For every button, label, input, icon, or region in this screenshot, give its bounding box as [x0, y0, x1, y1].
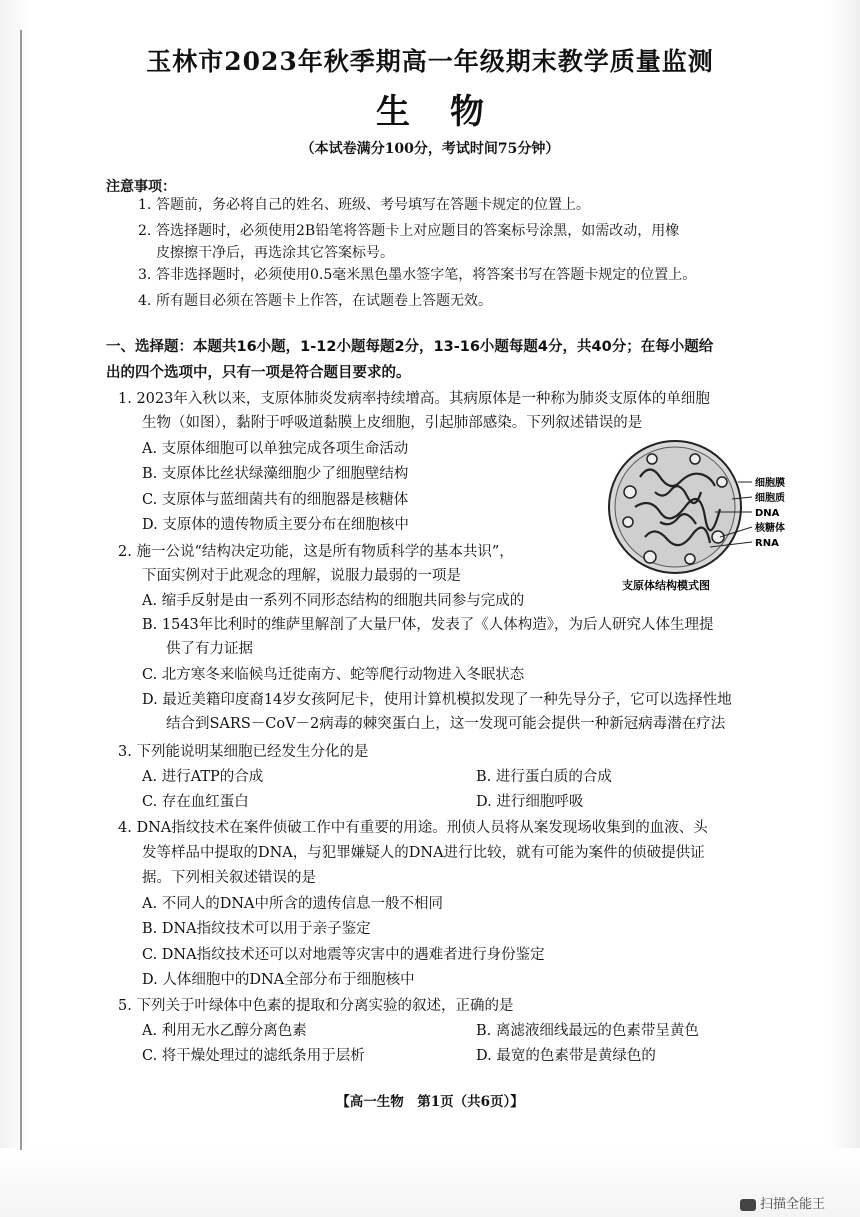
- ribosome: [647, 454, 657, 464]
- note-text: 答题前，务必将自己的姓名、班级、考号填写在答题卡规定的位置上。: [156, 197, 590, 213]
- question-3-option-c: C. 存在血红蛋白: [142, 794, 249, 810]
- question-5-option-b: B. 离滤液细线最远的色素带呈黄色: [476, 1023, 699, 1039]
- section-instructions: [106, 334, 806, 386]
- exam-subtitle: （本试卷满分100分，考试时间75分钟）: [300, 141, 560, 157]
- question-2-stem: 2. 施一公说“结构决定功能，这是所有物质科学的基本共识”，: [118, 544, 514, 560]
- section-line: 一、选择题：本题共16小题，1-12小题每题2分，13-16小题每题4分，共40分；在每小题给: [106, 339, 714, 355]
- scanner-watermark: [740, 1193, 860, 1217]
- question-3-option-a: A. 进行ATP的合成: [142, 769, 264, 785]
- note-text: 答选择题时，必须使用2B铅笔将答题卡上对应题目的答案标号涂黑，如需改动，用橡: [156, 223, 680, 239]
- note-number: 2.: [138, 223, 152, 239]
- note-number: 4.: [138, 293, 152, 309]
- question-5-option-d: D. 最宽的色素带是黄绿色的: [476, 1048, 656, 1064]
- question-1-option-b: B. 支原体比丝状绿藻细胞少了细胞壁结构: [142, 466, 409, 482]
- question-4-option-b: B. DNA指纹技术可以用于亲子鉴定: [142, 921, 371, 937]
- ribosome: [624, 486, 636, 498]
- section-line: 出的四个选项中，只有一项是符合题目要求的。: [106, 365, 411, 381]
- ribosome: [717, 477, 727, 487]
- figure-caption: 支原体结构模式图: [622, 579, 710, 592]
- question-1-option-c: C. 支原体与蓝细菌共有的细胞器是核糖体: [142, 492, 409, 508]
- ribosome: [623, 517, 633, 527]
- watermark-text: 扫描全能王: [760, 1197, 826, 1212]
- question-1-stem-cont: 生物（如图），黏附于呼吸道黏膜上皮细胞，引起肺部感染。下列叙述错误的是: [142, 415, 643, 431]
- question-1-option-a: A. 支原体细胞可以单独完成各项生命活动: [142, 441, 409, 457]
- figure-label: 细胞质: [755, 493, 785, 504]
- question-2-option-a: A. 缩手反射是由一系列不同形态结构的细胞共同参与完成的: [142, 593, 525, 609]
- note-number: 3.: [138, 267, 152, 283]
- figure-label: RNA: [755, 538, 779, 549]
- question-3-stem: 3. 下列能说明某细胞已经发生分化的是: [118, 744, 369, 760]
- scan-bottom-shade: [0, 1148, 860, 1217]
- subject-title: 生物: [376, 92, 524, 132]
- question-4-stem-cont: 发等样品中提取的DNA，与犯罪嫌疑人的DNA进行比较，就有可能为案件的侦破提供证: [142, 845, 705, 861]
- note-text: 所有题目必须在答题卡上作答，在试题卷上答题无效。: [156, 293, 492, 309]
- question-2-option-c: C. 北方寒冬来临候鸟迁徙南方、蛇等爬行动物进入冬眠状态: [142, 667, 525, 683]
- question-4-option-d: D. 人体细胞中的DNA全部分布于细胞核中: [142, 972, 415, 988]
- exam-title: 玉林市2023年秋季期高一年级期末教学质量监测: [146, 47, 714, 76]
- cytoplasm-shape: [615, 447, 735, 567]
- note-text: 皮擦擦干净后，再选涂其它答案标号。: [156, 245, 394, 261]
- ribosome: [685, 554, 695, 564]
- notes-heading: 注意事项：: [106, 179, 176, 195]
- note-item: [138, 242, 798, 264]
- note-item: [138, 220, 798, 242]
- figure-label: DNA: [755, 508, 780, 519]
- question-5-option-a: A. 利用无水乙醇分离色素: [142, 1023, 307, 1039]
- note-number: 1.: [138, 197, 152, 213]
- question-1-stem: 1. 2023年入秋以来，支原体肺炎发病率持续增高。其病原体是一种称为肺炎支原体的单细胞: [118, 391, 710, 407]
- note-item: [138, 290, 798, 312]
- figure-label: 核糖体: [755, 523, 785, 534]
- ribosome: [644, 551, 656, 563]
- question-4-option-c: C. DNA指纹技术还可以对地震等灾害中的遇难者进行身份鉴定: [142, 947, 545, 963]
- question-5-stem: 5. 下列关于叶绿体中色素的提取和分离实验的叙述，正确的是: [118, 998, 514, 1014]
- question-5-option-c: C. 将干燥处理过的滤纸条用于层析: [142, 1048, 365, 1064]
- note-item: [138, 194, 798, 216]
- question-3-option-b: B. 进行蛋白质的合成: [476, 769, 612, 785]
- scanner-logo-icon: [740, 1199, 756, 1211]
- question-4-stem: 4. DNA指纹技术在案件侦破工作中有重要的用途。刑侦人员将从案发现场收集到的血液、头: [118, 820, 708, 836]
- ribosome: [712, 531, 724, 543]
- question-2-option-d: D. 最近美籍印度裔14岁女孩阿尼卡，使用计算机模拟发现了一种先导分子，它可以选择性地: [142, 692, 732, 708]
- question-2-option-d-cont: 结合到SARS－CoV－2病毒的棘突蛋白上，这一发现可能会提供一种新冠病毒潜在疗法: [166, 716, 726, 732]
- mycoplasma-figure: [600, 437, 810, 597]
- figure-label: 细胞膜: [755, 478, 785, 489]
- note-item: [138, 264, 798, 286]
- question-2-option-b-cont: 供了有力证据: [166, 641, 253, 657]
- question-4-option-a: A. 不同人的DNA中所含的遗传信息一般不相同: [142, 896, 443, 912]
- page-footer: 【高一生物 第1页（共6页）】: [336, 1094, 524, 1110]
- question-1-option-d: D. 支原体的遗传物质主要分布在细胞核中: [142, 517, 409, 533]
- question-2-stem-cont: 下面实例对于此观念的理解，说服力最弱的一项是: [142, 568, 461, 584]
- question-2-option-b: B. 1543年比利时的维萨里解剖了大量尸体，发表了《人体构造》，为后人研究人体生理提: [142, 617, 714, 633]
- ribosome: [690, 454, 700, 464]
- question-3-option-d: D. 进行细胞呼吸: [476, 794, 584, 810]
- note-text: 答非选择题时，必须使用0.5毫米黑色墨水签字笔，将答案书写在答题卡规定的位置上。: [156, 267, 697, 283]
- question-4-stem-cont: 据。下列相关叙述错误的是: [142, 870, 316, 886]
- mycoplasma-diagram: [600, 437, 810, 597]
